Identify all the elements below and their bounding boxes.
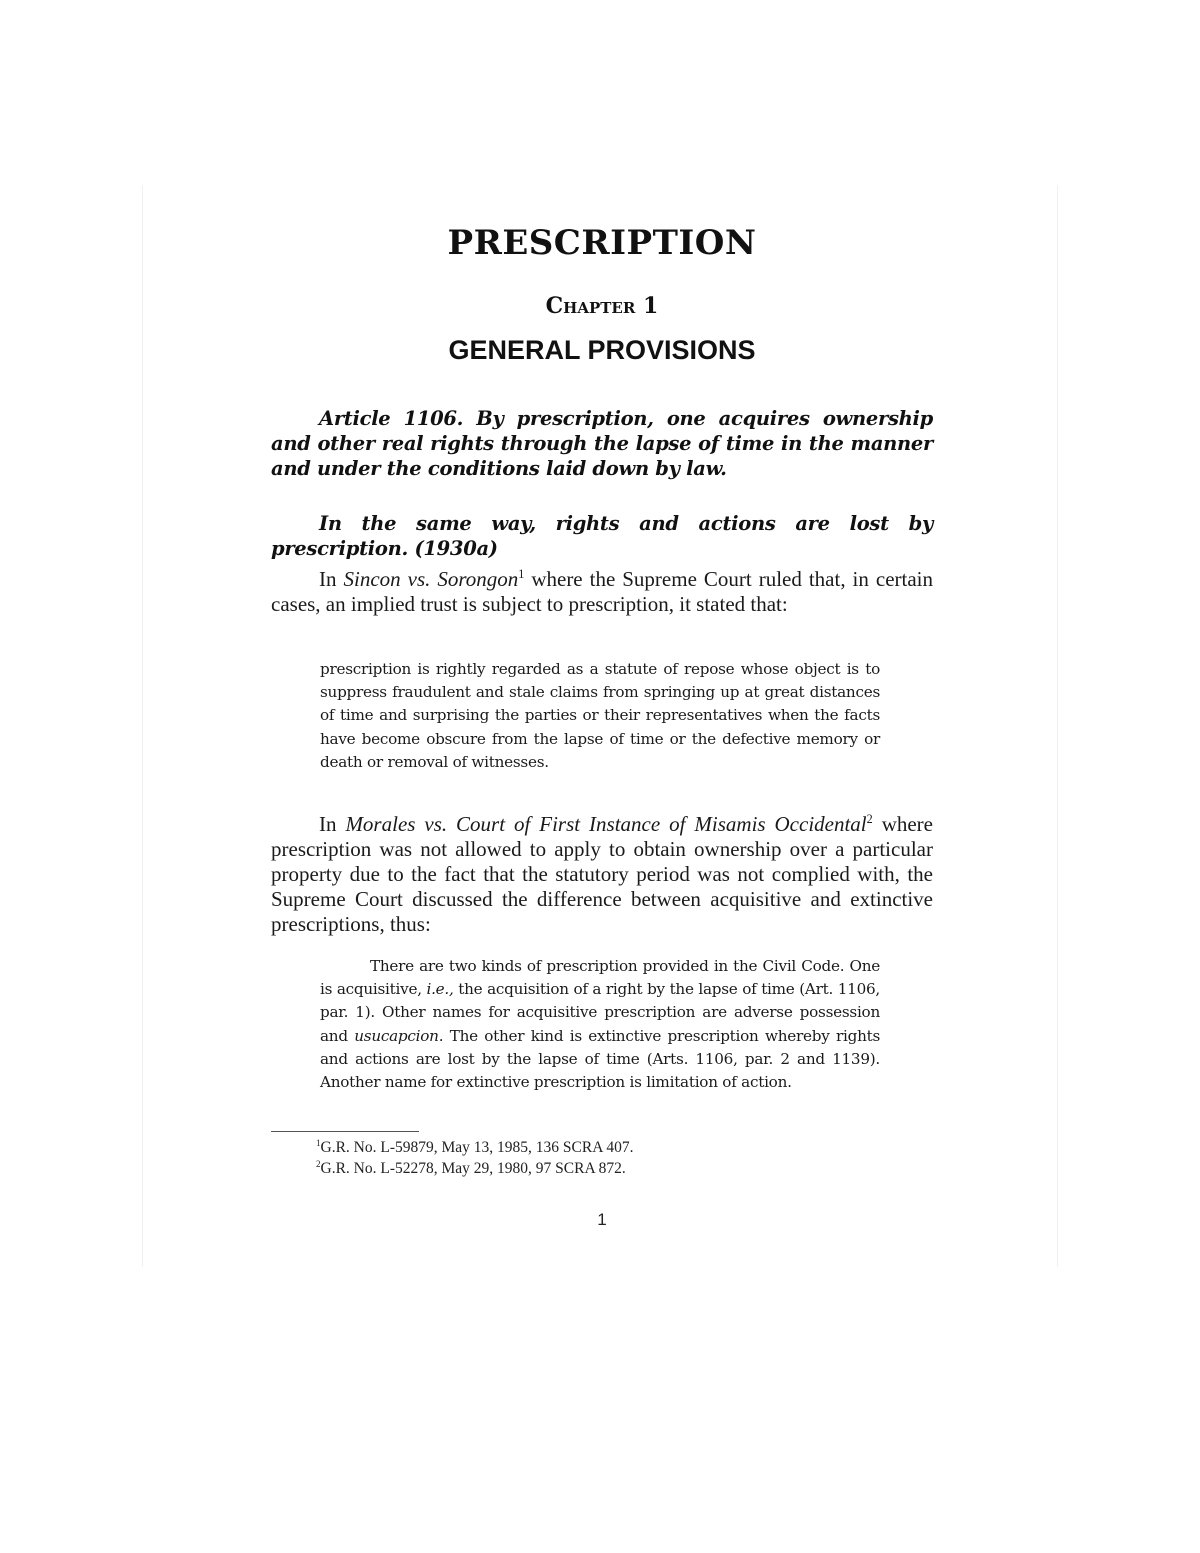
book-title: PRESCRIPTION	[447, 223, 757, 263]
footnote	[316, 1138, 634, 1158]
page-number: 1	[597, 1210, 607, 1229]
article-text: Article 1106. By prescription, one acquires ownership and other real rights through the lapse of time in the manner and under the conditions laid down by law.	[271, 407, 933, 480]
quote-abbreviation: i.e.,	[426, 980, 454, 999]
section-title: GENERAL PROVISIONS	[448, 335, 756, 365]
footnote-reference: 1	[518, 567, 525, 581]
quote-text: the acquisition of a right by the lapse of time (Art. 1106, par. 1). Other names for acquisitive prescription are adverse possession and	[320, 980, 880, 1045]
quote-text: . The other kind is extinctive prescription whereby rights and actions are lost by the lapse of time (Arts. 1106, par. 2 and 1139). Another name for extinctive prescription is limitation of action.	[320, 1026, 880, 1092]
quote-term: usucapcion	[354, 1026, 439, 1045]
paragraph-lead: In	[319, 812, 346, 836]
article-text-continued: In the same way, rights and actions are lost by prescription. (1930a)	[271, 512, 933, 560]
footnote	[316, 1159, 626, 1179]
body-paragraph	[271, 567, 933, 617]
paragraph-text: where prescription was not allowed to apply to obtain ownership over a particular property due to the fact that the statutory period was not complied with, the Supreme Court discussed the difference between acquisitive and extinctive prescriptions, thus:	[271, 812, 933, 936]
document-page	[142, 185, 1058, 1267]
footnote-number: 1	[316, 1137, 321, 1148]
paragraph-text: where the Supreme Court ruled that, in certain cases, an implied trust is subject to prescription, it stated that:	[271, 567, 933, 616]
footnote-reference: 2	[866, 812, 873, 826]
footnote-text: G.R. No. L-52278, May 29, 1980, 97 SCRA 872.	[320, 1160, 626, 1177]
case-name: Morales vs. Court of First Instance of Misamis Occidental	[345, 812, 867, 836]
block-quote: prescription is rightly regarded as a statute of repose whose object is to suppress fraudulent and stale claims from springing up at great distances of time and surprising the parties or their representatives when the facts have become obscure from the lapse of time or the defective memory or death or removal of witnesses.	[320, 660, 880, 771]
case-name: Sincon vs. Sorongon	[343, 567, 519, 591]
body-paragraph	[271, 812, 933, 937]
block-quote	[320, 955, 880, 1094]
footnote-text: G.R. No. L-59879, May 13, 1985, 136 SCRA 407.	[320, 1139, 634, 1156]
chapter-heading: Chapter 1	[545, 293, 659, 319]
footnote-divider	[271, 1131, 419, 1132]
footnote-number: 2	[316, 1158, 321, 1169]
quote-text: There are two kinds of prescription provided in the Civil Code. One is acquisitive,	[320, 957, 880, 999]
paragraph-lead: In	[319, 567, 344, 591]
